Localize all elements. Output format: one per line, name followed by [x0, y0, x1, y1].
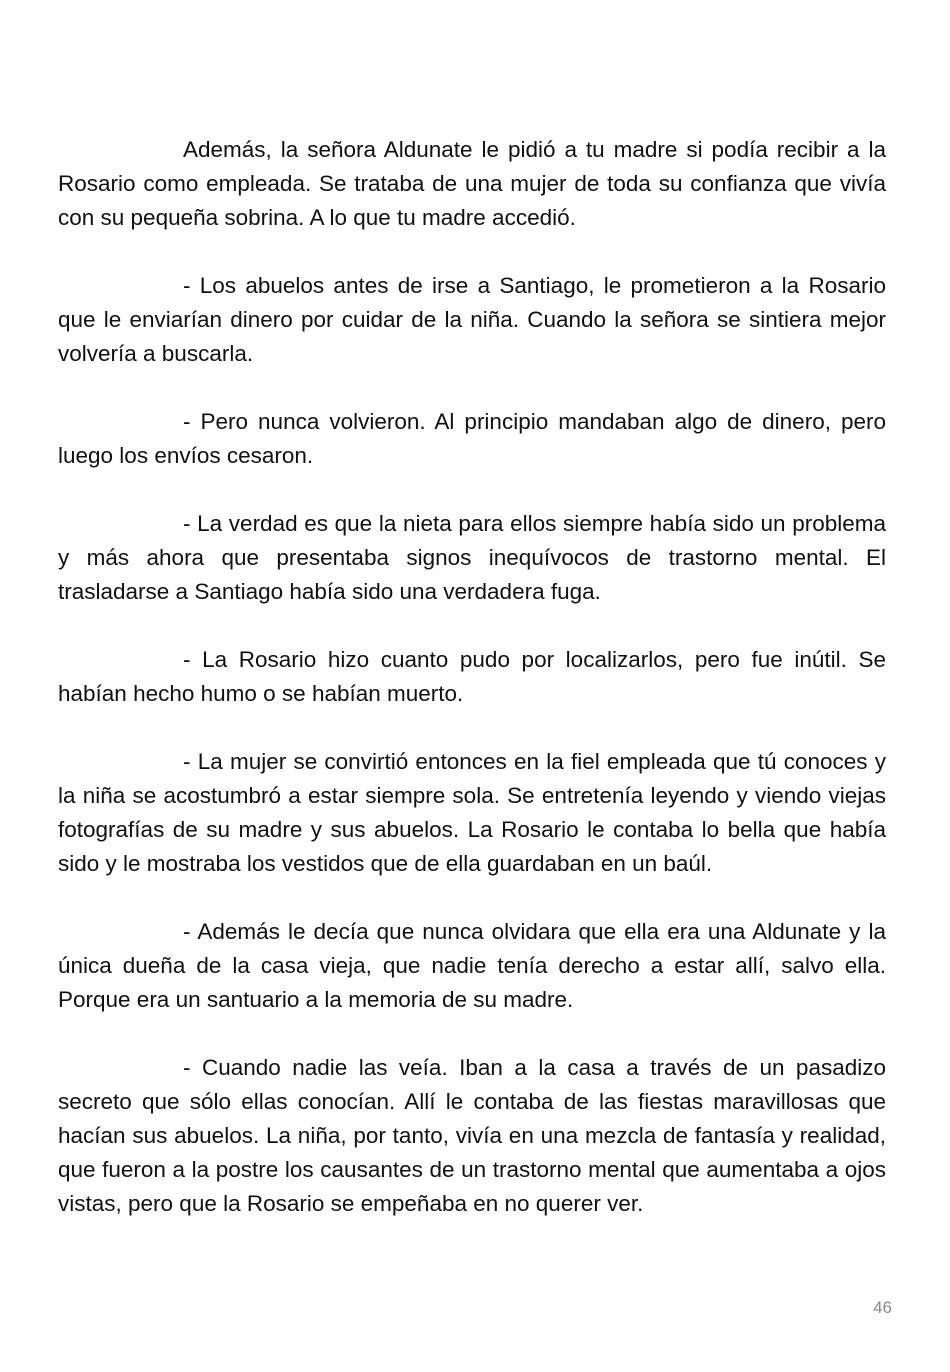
paragraph-1: Además, la señora Aldunate le pidió a tu madre si podía recibir a la Rosario como empleada. Se trataba de una mujer de toda su confianza que vivía con su pequeña sobrina. A lo que tu madre accedió. [58, 137, 886, 230]
paragraph-4: - La verdad es que la nieta para ellos siempre había sido un problema y más ahora que presentaba signos inequívocos de trastorno mental. El trasladarse a Santiago había sido una verdadera fuga. [58, 511, 886, 604]
paragraph-7: - Además le decía que nunca olvidara que ella era una Aldunate y la única dueña de la casa vieja, que nadie tenía derecho a estar allí, salvo ella. Porque era un santuario a la memoria de su madre. [58, 919, 886, 1012]
paragraph-6: - La mujer se convirtió entonces en la fiel empleada que tú conoces y la niña se acostumbró a estar siempre sola. Se entretenía leyendo y viendo viejas fotografías de su madre y sus abuelos. La Rosario le contaba lo bella que había sido y le mostraba los vestidos que de ella guardaban en un baúl. [58, 749, 886, 876]
body-text [58, 133, 886, 1255]
paragraph-3: - Pero nunca volvieron. Al principio mandaban algo de dinero, pero luego los envíos cesaron. [58, 409, 886, 468]
paragraph-5: - La Rosario hizo cuanto pudo por localizarlos, pero fue inútil. Se habían hecho humo o se habían muerto. [58, 647, 886, 706]
page-number: 46 [873, 1298, 892, 1317]
paragraph-8: - Cuando nadie las veía. Iban a la casa a través de un pasadizo secreto que sólo ellas conocían. Allí le contaba de las fiestas maravillosas que hacían sus abuelos. La niña, por tanto, vivía en una mezcla de fantasía y realidad, que fueron a la postre los causantes de un trastorno mental que aumentaba a ojos vistas, pero que la Rosario se empeñaba en no querer ver. [58, 1055, 886, 1216]
paragraph-2: - Los abuelos antes de irse a Santiago, le prometieron a la Rosario que le enviarían dinero por cuidar de la niña. Cuando la señora se sintiera mejor volvería a buscarla. [58, 273, 886, 366]
